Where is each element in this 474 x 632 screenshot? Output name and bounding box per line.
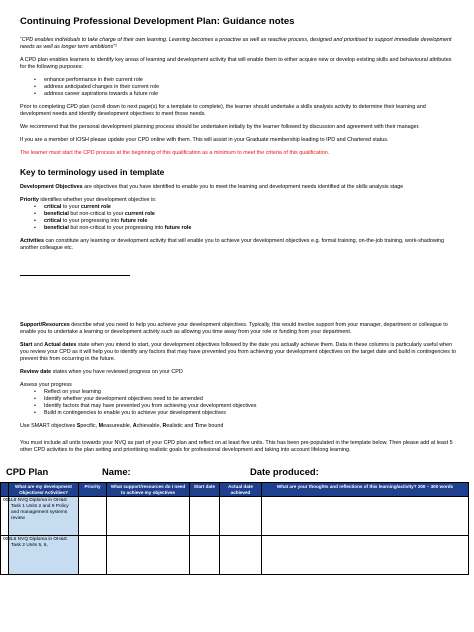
list-item: • address anticipated changes in their current role — [44, 84, 456, 91]
reflection-cell[interactable] — [262, 497, 469, 536]
review-definition — [20, 369, 456, 376]
priority-tail: future role — [164, 225, 192, 231]
row-number: 001 — [1, 497, 9, 536]
term-label: Start — [20, 342, 33, 348]
start-date-cell[interactable] — [190, 497, 220, 536]
row-number: 002 — [1, 536, 9, 575]
definition-text: state when you intend to start, your development objectives followed by the date you actually achieve them. Data in these columns is particularly useful when you review your CPD as it will help you to identify any factors that may have prevented you from achieving your development objectives on the target date and build in contingencies to prevent this from occurring in the future. — [20, 342, 456, 362]
column-header: Actual date achieved — [220, 483, 262, 497]
nvq-paragraph: You must include all units towards your NVQ as part of your CPD plan and reflect on at least five units. This has been pre-populated in the template below. Then please add at least 5 other CPD activities to the plan setting and prioritising realistic goals for professional development and taking into account lifelong learning. — [20, 440, 453, 453]
priority-cell[interactable] — [79, 536, 107, 575]
priority-lead: critical — [44, 218, 62, 224]
column-header: Priority — [79, 483, 107, 497]
support-cell[interactable] — [107, 497, 190, 536]
list-item: • Identify whether your development objectives need to be amended — [44, 396, 456, 403]
smart-letter: R — [162, 423, 167, 429]
smart-word: ealistic and — [166, 423, 195, 429]
dev-objectives-definition — [20, 184, 456, 191]
smart-word: chievable, — [136, 423, 163, 429]
list-item — [44, 218, 456, 225]
priority-lead: beneficial — [44, 211, 69, 217]
priority-tail: current role — [80, 204, 111, 210]
smart-prefix: Use SMART objectives — [20, 423, 77, 429]
document-title: Continuing Professional Development Plan: Guidance notes — [20, 16, 295, 27]
support-definition — [20, 322, 456, 336]
smart-letter: A — [132, 423, 137, 429]
assess-heading: Assess your progress — [20, 382, 72, 388]
prior-paragraph: Prior to completing CPD plan (scroll down to next page(s) for a template to complete), the learner should undertake a skills analysis activity to determine their learning and development needs and identify development objectives to meet those needs. — [20, 104, 426, 117]
objective-cell[interactable]: L6 NVQ Diploma in OH&S Task 2 Units 5, 6, — [9, 536, 79, 575]
table-row — [1, 497, 469, 536]
smart-word: pecific, — [80, 423, 99, 429]
purposes-list — [20, 77, 456, 98]
list-item — [44, 211, 456, 218]
priority-lead: beneficial — [44, 225, 69, 231]
table-header-row — [1, 483, 469, 497]
cpd-plan-paragraph: A CPD plan enables learners to identify key areas of learning and development activity that will enable them to either acquire new or develop existing skills and behavioural attributes for the following purposes: — [20, 57, 452, 70]
term-label: Actual dates — [44, 342, 77, 348]
column-header: What are my development Objectives/ Activities? — [9, 483, 79, 497]
red-note: The learner must start the CPD process at the beginning of this qualification as a minimum to meet the criteria of this qualification. — [20, 150, 330, 156]
iosh-paragraph: If you are a member of IOSH please update your CPD online with them. This will assist in your Graduate membership leading to IPD and Chartered status. — [20, 137, 389, 143]
assess-list — [20, 389, 456, 417]
smart-line — [20, 423, 456, 430]
priority-definition — [20, 197, 456, 204]
table-row — [1, 536, 469, 575]
connector-text: and — [32, 342, 45, 348]
actual-date-cell[interactable] — [220, 536, 262, 575]
term-label: Priority — [20, 197, 39, 203]
intro-quote: “CPD enables individuals to take charge of their own learning. Learning becomes a proactive as well as reactive process, designed and prioritised to support immediate development needs as well as longer term ambitions”¹ — [20, 37, 452, 50]
term-label: Support/Resources — [20, 322, 70, 328]
date-produced-label: Date produced: — [250, 466, 319, 477]
cpd-plan-header — [6, 466, 456, 477]
list-item — [44, 225, 456, 232]
activities-definition — [20, 238, 456, 252]
priority-mid: but non-critical to your progressing into — [68, 225, 165, 231]
smart-letter: M — [98, 423, 104, 429]
list-item: • Build in contingencies to enable you to achieve your development objectives — [44, 410, 456, 417]
column-header: What support/resources do I need to achieve my objectives — [107, 483, 190, 497]
start-date-cell[interactable] — [190, 536, 220, 575]
priority-lead: critical — [44, 204, 62, 210]
reflection-cell[interactable] — [262, 536, 469, 575]
priority-list — [20, 204, 456, 232]
terminology-heading: Key to terminology used in template — [20, 167, 165, 177]
list-item: • Identify factors that may have prevented you from achieving your development objectives — [44, 403, 456, 410]
definition-text: identifies whether your development objective is: — [38, 197, 157, 203]
column-header — [1, 483, 9, 497]
term-label: Development Objectives — [20, 184, 83, 190]
recommend-paragraph: We recommend that the personal development planning process should be undertaken initially by the learner followed by discussion and agreement with their manager. — [20, 124, 420, 130]
smart-letter: S — [76, 423, 81, 429]
support-cell[interactable] — [107, 536, 190, 575]
priority-tail: future role — [120, 218, 148, 224]
term-label: Activities — [20, 238, 44, 244]
term-label: Review date — [20, 369, 52, 375]
priority-tail: current role — [124, 211, 155, 217]
list-item — [44, 204, 456, 211]
list-item: • enhance performance in their current role — [44, 77, 456, 84]
column-header: What are your thoughts and reflections of this learning/activity? 200 – 300 words — [262, 483, 469, 497]
column-header: Start date — [190, 483, 220, 497]
definition-text: describe what you need to help you achieve your development objectives. Typically, this would involve support from your manager, department or colleague to enable you to undertake a learning or development activity such as allowing you time away from your role or funding from your department. — [20, 322, 448, 335]
smart-word: easureable, — [103, 423, 133, 429]
definition-text: are objectives that you have identified to enable you to meet the learning and development needs identified at the skills analysis stage — [82, 184, 404, 190]
list-item: • Reflect on your learning — [44, 389, 456, 396]
smart-word: ime bound — [198, 423, 224, 429]
cpd-plan-table — [0, 482, 469, 575]
name-label: Name: — [102, 466, 131, 477]
dates-definition — [20, 342, 456, 363]
objective-cell[interactable]: L6 NVQ Diploma in OH&S Task 1 Units 2 and 9 Policy and management systems review — [9, 497, 79, 536]
priority-cell[interactable] — [79, 497, 107, 536]
priority-mid: to your — [61, 204, 81, 210]
definition-text: states when you have reviewed progress on your CPD — [51, 369, 183, 375]
cpd-plan-title: CPD Plan — [6, 466, 49, 477]
page-break-space — [20, 276, 456, 322]
priority-mid: to your progressing into — [61, 218, 121, 224]
definition-text: can constitute any learning or development activity that will enable you to achieve your development objectives e.g. formal training, on-the-job training, work-shadowing another colleague etc. — [20, 238, 444, 251]
actual-date-cell[interactable] — [220, 497, 262, 536]
priority-mid: but non-critical to your — [68, 211, 125, 217]
list-item: • address career aspirations towards a future role — [44, 91, 456, 98]
smart-letter: T — [194, 423, 199, 429]
